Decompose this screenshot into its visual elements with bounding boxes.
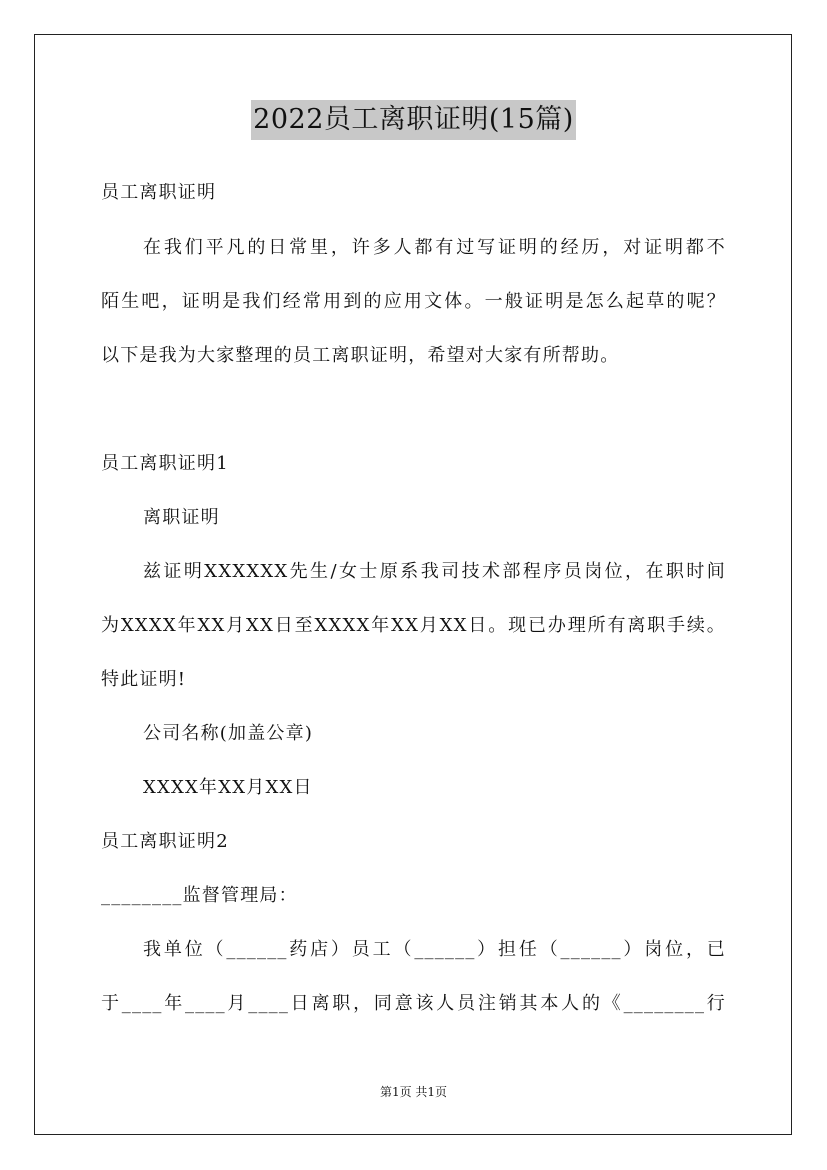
page-footer: 第1页 共1页 <box>379 1085 448 1099</box>
intro-paragraph-line-3: 以下是我为大家整理的员工离职证明，希望对大家有所帮助。 <box>101 345 620 366</box>
example-1-body-line-2: 为XXXX年XX月XX日至XXXX年XX月XX日。现已办理所有离职手续。 <box>101 615 726 636</box>
section-heading: 员工离职证明 <box>101 182 217 203</box>
intro-paragraph-line-2: 陌生吧，证明是我们经常用到的应用文体。一般证明是怎么起草的呢？ <box>101 291 726 312</box>
title-container <box>0 100 827 140</box>
example-1-body-line-3: 特此证明! <box>101 669 187 690</box>
example-1-company-name: 公司名称(加盖公章) <box>143 723 314 744</box>
example-2-addressee: ________监督管理局： <box>101 885 298 906</box>
document-title: 2022员工离职证明(15篇) <box>251 100 576 140</box>
example-1-heading: 员工离职证明1 <box>101 453 229 474</box>
example-1-date: XXXX年XX月XX日 <box>143 777 313 798</box>
example-1-body-line-1: 兹证明XXXXXX先生/女士原系我司技术部程序员岗位，在职时间 <box>143 561 726 582</box>
example-2-body-line-2: 于____年____月____日离职，同意该人员注销其本人的《________行 <box>101 993 726 1014</box>
example-2-heading: 员工离职证明2 <box>101 831 229 852</box>
intro-paragraph-line-1: 在我们平凡的日常里，许多人都有过写证明的经历，对证明都不 <box>143 237 726 258</box>
example-2-body-line-1: 我单位（______药店）员工（______）担任（______）岗位，已 <box>143 939 726 960</box>
example-1-subtitle: 离职证明 <box>143 507 220 528</box>
